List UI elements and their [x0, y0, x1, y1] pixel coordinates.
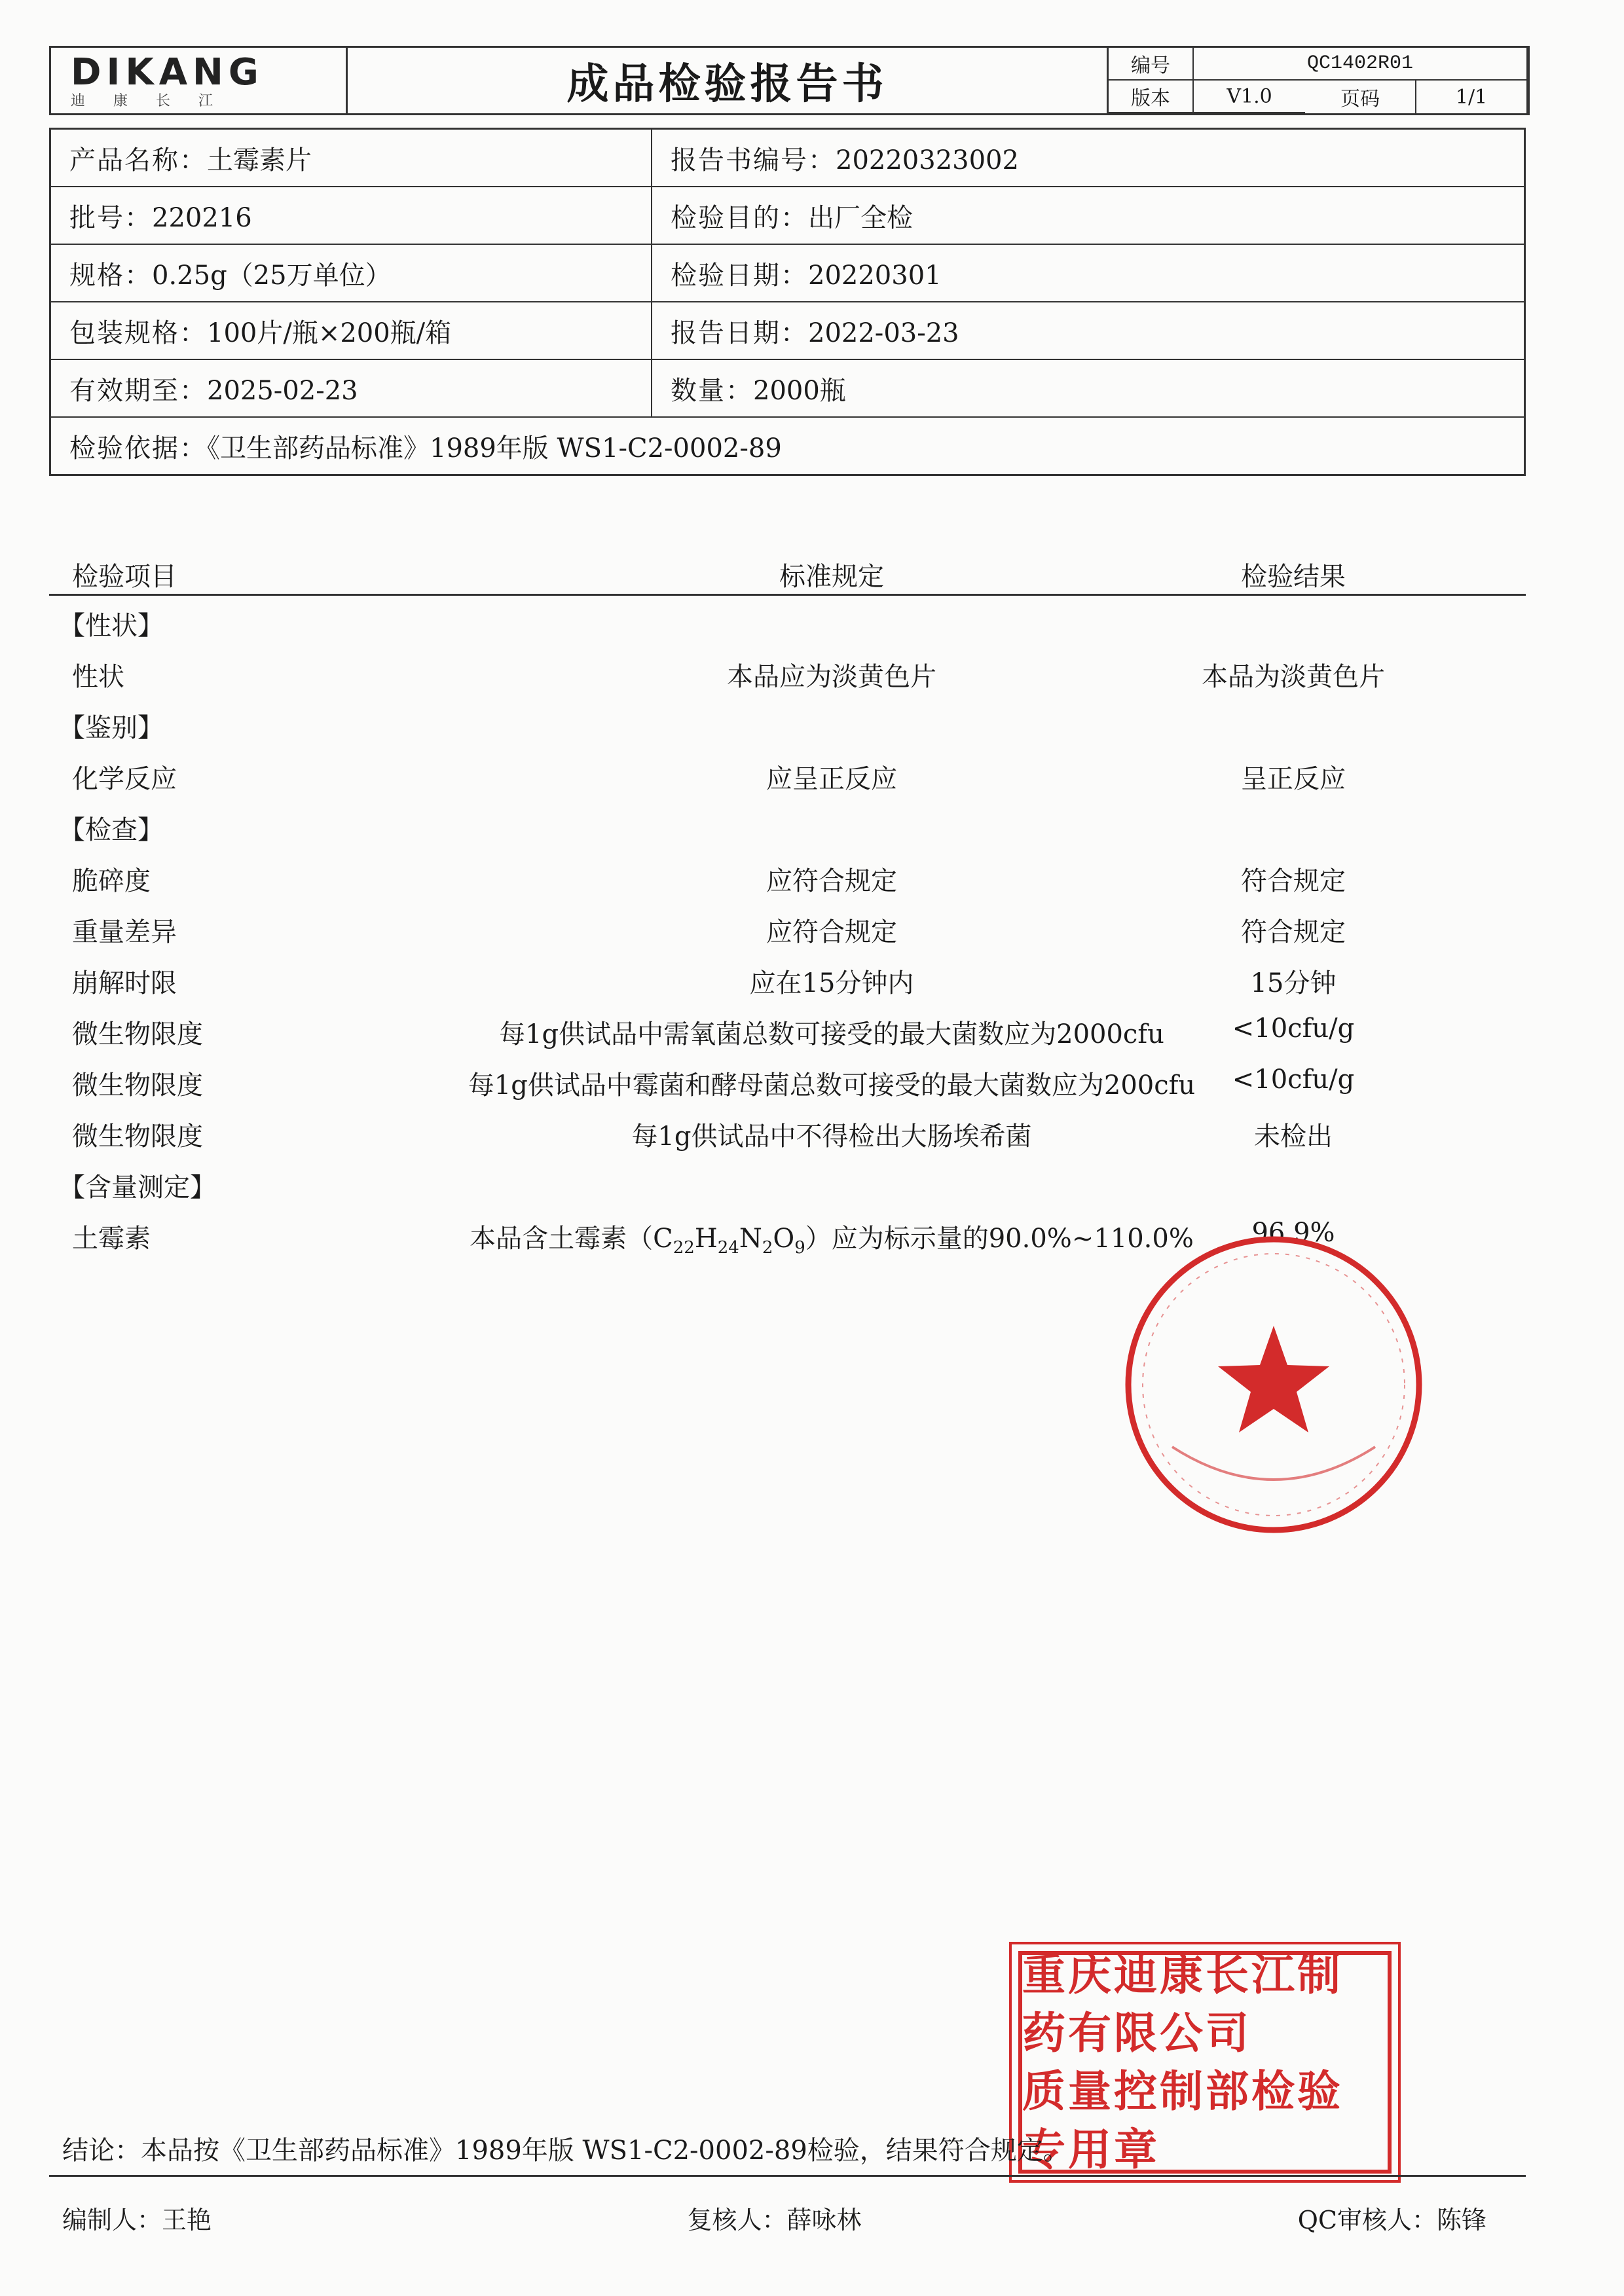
results-table — [49, 547, 1526, 1260]
col-result-header: 检验结果 — [1241, 562, 1346, 592]
star-icon — [1218, 1326, 1329, 1432]
qc-auditor-signature: QC审核人：陈锋 — [1297, 2206, 1487, 2234]
results-header-row — [49, 547, 1526, 596]
info-row — [50, 129, 1525, 187]
stamp-line-2: 质量控制部检验专用章 — [1022, 2066, 1343, 2176]
logo-subtitle: 迪 康 长 江 — [71, 93, 225, 109]
result-row: 微生物限度 每1g供试品中霉菌和酵母菌总数可接受的最大菌数应为200cfu <10cfu/g — [72, 1065, 1355, 1101]
info-row — [50, 359, 1525, 417]
company-logo — [51, 48, 348, 113]
logo-wordmark: DIKANG — [71, 51, 264, 94]
document-meta — [1107, 48, 1528, 113]
batch-number-cell: 批号：220216 — [50, 187, 652, 244]
product-info-table — [49, 128, 1526, 476]
preparer-signature: 编制人：王艳 — [62, 2206, 212, 2234]
section-assay: 【含量测定】 — [59, 1173, 216, 1203]
page-value: 1/1 — [1416, 81, 1528, 113]
col-standard-header: 标准规定 — [779, 562, 884, 592]
package-spec-cell: 包装规格：100片/瓶×200瓶/箱 — [50, 302, 652, 359]
info-row — [50, 302, 1525, 359]
report-date-cell: 报告日期：2022-03-23 — [652, 302, 1525, 359]
col-item-header: 检验项目 — [72, 562, 177, 592]
section-inspection: 【检查】 — [59, 815, 164, 845]
assay-standard: 本品含土霉素$(C_{22}H_{24}N_2O_9)$应为标示量的90.0%~110.0% — [470, 1224, 1194, 1258]
info-row — [50, 244, 1525, 302]
version-value: V1.0 — [1194, 81, 1305, 113]
product-name-cell: 产品名称：土霉素片 — [50, 129, 652, 187]
quantity-cell: 数量：2000瓶 — [652, 359, 1525, 417]
code-label: 编号 — [1109, 48, 1194, 81]
code-value: QC1402R01 — [1194, 48, 1528, 81]
conclusion-line: 结论：本品按《卫生部药品标准》1989年版 WS1-C2-0002-89检验，结果符合规定。 — [49, 2121, 1526, 2177]
result-row: 土霉素 本品含土霉素$(C_{22}H_{24}N_2O_9)$应为标示量的90.0%~110.0% 96.9% — [72, 1218, 1335, 1258]
page-label: 页码 — [1305, 81, 1416, 113]
signature-row — [49, 2200, 1526, 2246]
result-row: 微生物限度 每1g供试品中不得检出大肠埃希菌 未检出 — [72, 1121, 1333, 1152]
inspection-date-cell: 检验日期：20220301 — [652, 244, 1525, 302]
info-row — [50, 187, 1525, 244]
specification-cell: 规格：0.25g（25万单位） — [50, 244, 652, 302]
inspection-purpose-cell: 检验目的：出厂全检 — [652, 187, 1525, 244]
reviewer-signature: 复核人：薛咏林 — [687, 2206, 862, 2234]
basis-cell: 检验依据：《卫生部药品标准》1989年版 WS1-C2-0002-89 — [50, 417, 1525, 475]
version-label: 版本 — [1109, 81, 1194, 113]
report-header — [49, 46, 1530, 115]
company-seal — [1120, 1231, 1428, 1539]
stamp-line-1: 重庆迪康长江制药有限公司 — [1022, 1949, 1343, 2058]
report-number-cell: 报告书编号：20220323002 — [652, 129, 1525, 187]
info-row — [50, 417, 1525, 475]
result-row: 脆碎度 应符合规定 符合规定 — [72, 866, 1346, 896]
result-row: 性状 本品应为淡黄色片 本品为淡黄色片 — [72, 662, 1385, 692]
expiry-cell: 有效期至：2025-02-23 — [50, 359, 652, 417]
section-character: 【性状】 — [59, 611, 164, 641]
section-identification: 【鉴别】 — [59, 713, 164, 743]
result-row: 重量差异 应符合规定 符合规定 — [72, 917, 1346, 947]
document-title: 成品检验报告书 — [566, 60, 888, 109]
result-row: 化学反应 应呈正反应 呈正反应 — [72, 764, 1346, 794]
result-row: 微生物限度 每1g供试品中需氧菌总数可接受的最大菌数应为2000cfu <10cfu/g — [72, 1013, 1355, 1049]
result-row: 崩解时限 应在15分钟内 15分钟 — [72, 968, 1337, 998]
